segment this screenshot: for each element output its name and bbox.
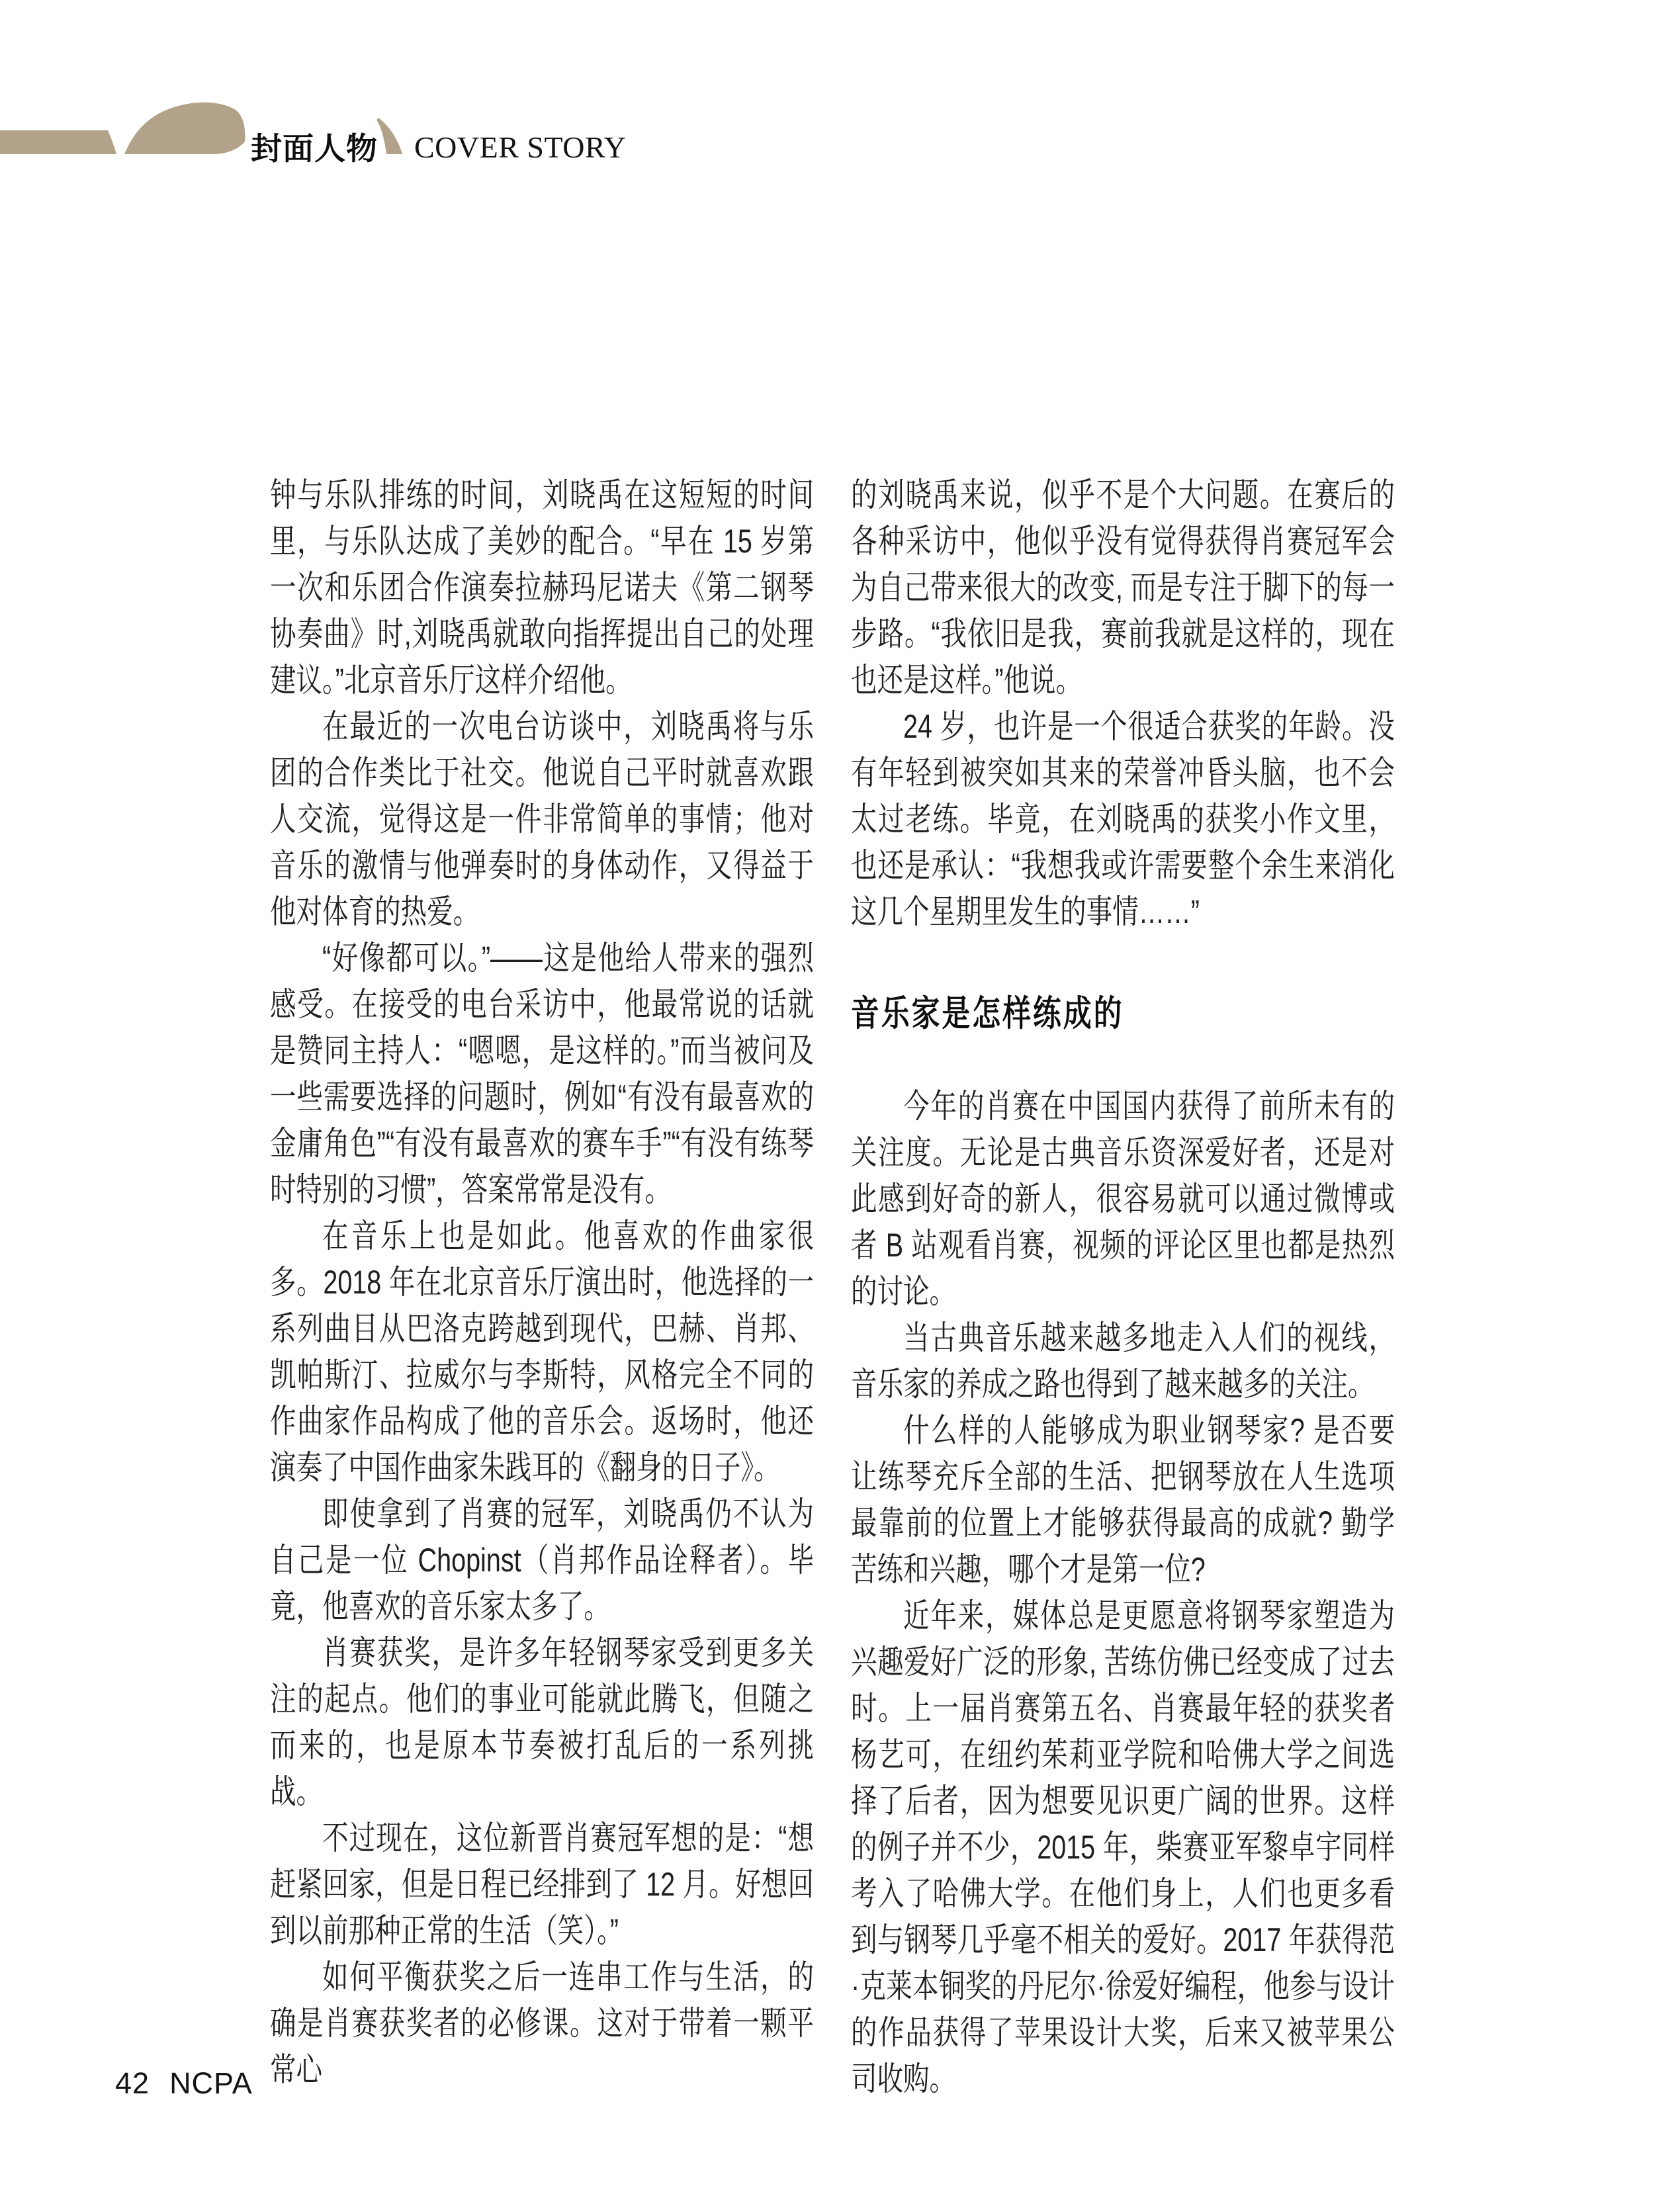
small-swoosh-icon <box>376 118 402 154</box>
paragraph: 如何平衡获奖之后一连串工作与生活，的确是肖赛获奖者的必修课。这对于带着一颗平常心 <box>270 1958 815 2088</box>
paragraph: 的刘晓禹来说，似乎不是个大问题。在赛后的各种采访中，他似乎没有觉得获得肖赛冠军会为自己带来很大的改变, 而是专注于脚下的每一步路。“我依旧是我，赛前我就是这样的，现在也还是这样。”他说。 <box>851 476 1395 699</box>
paragraph: 即使拿到了肖赛的冠军，刘晓禹仍不认为自己是一位 Chopinst（肖邦作品诠释者）。毕竟，他喜欢的音乐家太多了。 <box>270 1495 815 1625</box>
paragraph: 不过现在，这位新晋肖赛冠军想的是：“想赶紧回家，但是日程已经排到了 12 月。好想回到以前那种正常的生活（笑）。” <box>270 1819 815 1949</box>
paragraph: 在音乐上也是如此。他喜欢的作曲家很多。2018 年在北京音乐厅演出时，他选择的一系列曲目从巴洛克跨越到现代，巴赫、肖邦、凯帕斯汀、拉威尔与李斯特，风格完全不同的作曲家作品构成了他的音乐会。返场时，他还演奏了中国作曲家朱践耳的《翻身的日子》。 <box>270 1217 815 1486</box>
section-heading: 音乐家是怎样练成的 <box>851 994 1124 1033</box>
paragraph: 24 岁，也许是一个很适合获奖的年龄。没有年轻到被突如其来的荣誉冲昏头脑，也不会太过老练。毕竟，在刘晓禹的获奖小作文里，也还是承认：“我想我或许需要整个余生来消化这几个星期里发生的事情……” <box>851 708 1395 930</box>
paragraph: “好像都可以。”——这是他给人带来的强烈感受。在接受的电台采访中，他最常说的话就是赞同主持人：“嗯嗯，是这样的。”而当被问及一些需要选择的问题时，例如“有没有最喜欢的金庸角色”“有没有最喜欢的赛车手”“有没有练琴时特别的习惯”，答案常常是没有。 <box>270 940 815 1208</box>
paragraph: 肖赛获奖，是许多年轻钢琴家受到更多关注的起点。他们的事业可能就此腾飞，但随之而来的，也是原本节奏被打乱后的一系列挑战。 <box>270 1634 815 1810</box>
header-bar-shape <box>0 130 116 154</box>
magazine-brand: NCPA <box>169 2066 253 2100</box>
section-title-chinese: 封面人物 <box>251 131 378 166</box>
page-number: 42 <box>115 2066 150 2100</box>
page-footer <box>115 2068 253 2099</box>
paragraph: 什么样的人能够成为职业钢琴家? 是否要让练琴充斥全部的生活、把钢琴放在人生选项最靠前的位置上才能够获得最高的成就? 勤学苦练和兴趣，哪个才是第一位? <box>851 1412 1395 1588</box>
paragraph: 近年来，媒体总是更愿意将钢琴家塑造为兴趣爱好广泛的形象, 苦练仿佛已经变成了过去时。上一届肖赛第五名、肖赛最年轻的获奖者杨艺可，在纽约茱莉亚学院和哈佛大学之间选择了后者，因为想要见识更广阔的世界。这样的例子并不少，2015 年，柴赛亚军黎卓宇同样考入了哈佛大学。在他们身上，人们也更多看到与钢琴几乎毫不相关的爱好。2017 年获得范·克莱本铜奖的丹尼尔·徐爱好编程，他参与设计的作品获得了苹果设计大奖，后来又被苹果公司收购。 <box>851 1597 1395 2097</box>
left-text-column <box>270 472 814 2093</box>
paragraph: 今年的肖赛在中国国内获得了前所未有的关注度。无论是古典音乐资深爱好者，还是对此感到好奇的新人，很容易就可以通过微博或者 B 站观看肖赛，视频的评论区里也都是热烈的讨论。 <box>851 1088 1395 1310</box>
paragraph: 当古典音乐越来越多地走入人们的视线，音乐家的养成之路也得到了越来越多的关注。 <box>851 1319 1395 1403</box>
paragraph: 钟与乐队排练的时间，刘晓禹在这短短的时间里，与乐队达成了美妙的配合。“早在 15 岁第一次和乐团合作演奏拉赫玛尼诺夫《第二钢琴协奏曲》时,刘晓禹就敢向指挥提出自己的处理建议。”北京音乐厅这样介绍他。 <box>270 476 815 699</box>
paragraph: 在最近的一次电台访谈中，刘晓禹将与乐团的合作类比于社交。他说自己平时就喜欢跟人交流，觉得这是一件非常简单的事情；他对音乐的激情与他弹奏时的身体动作，又得益于他对体育的热爱。 <box>270 708 815 930</box>
leaf-swoosh-icon <box>124 103 245 154</box>
section-title-english: COVER STORY <box>414 130 627 164</box>
right-text-column <box>851 472 1395 2102</box>
